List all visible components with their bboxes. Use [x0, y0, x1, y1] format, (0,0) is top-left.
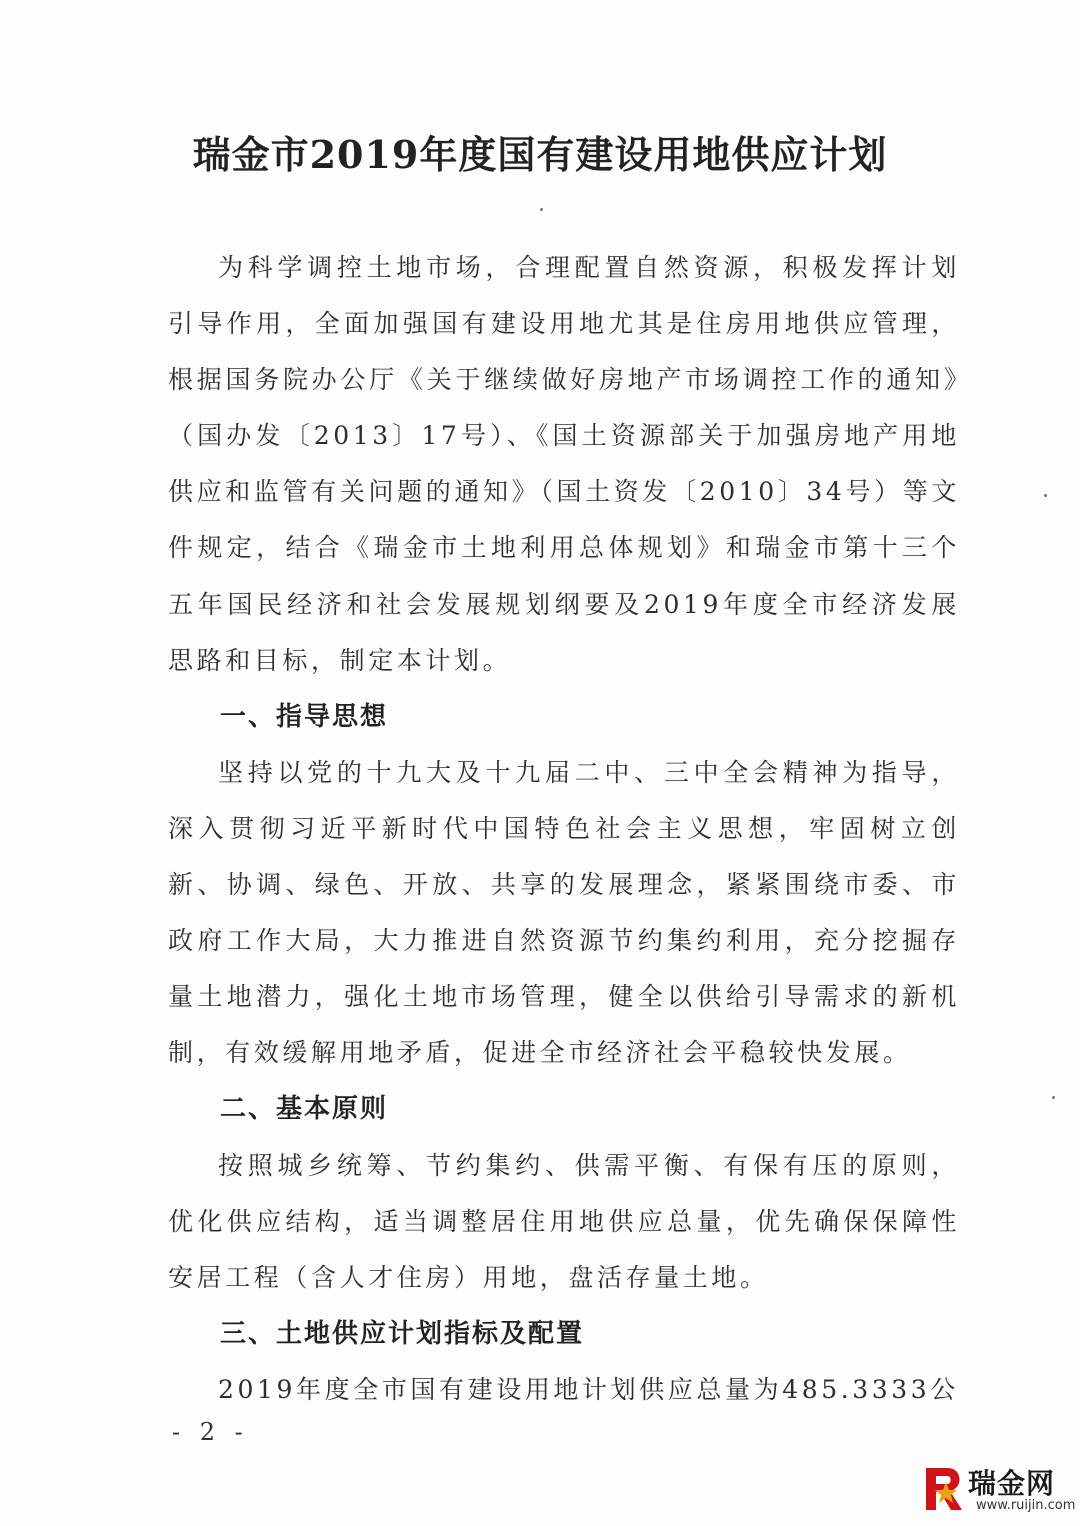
document-title: 瑞金市2019年度国有建设用地供应计划: [192, 132, 888, 177]
section-heading-supply-plan: 三、土地供应计划指标及配置: [220, 1318, 585, 1349]
intro-paragraph: 为科学调控土地市场，合理配置自然资源，积极发挥计划引导作用，全面加强国有建设用地尤其是住房用地供应管理，根据国务院办公厅《关于继续做好房地产市场调控工作的通知》（国办发〔2013〕17号）、《国土资源部关于加强房地产用地供应和监管有关问题的通知》（国土资发〔2010〕34号）等文件规定，结合《瑞金市土地利用总体规划》和瑞金市第十三个五年国民经济和社会发展规划纲要及2019年度全市经济发展思路和目标，制定本计划。: [168, 253, 960, 675]
ruijin-watermark-logo: [918, 1458, 1076, 1516]
scan-speck: [540, 208, 543, 211]
section-heading-guiding-ideology: 一、指导思想: [220, 701, 389, 732]
watermark-name: 瑞金网: [968, 1467, 1056, 1500]
scan-speck: [1044, 494, 1047, 497]
section-text-guiding-ideology: 坚持以党的十九大及十九届二中、三中全会精神为指导，深入贯彻习近平新时代中国特色社会主义思想，牢固树立创新、协调、绿色、开放、共享的发展理念，紧紧围绕市委、市政府工作大局，大力推进自然资源节约集约利用，充分挖掘存量土地潜力，强化土地市场管理，健全以供给引导需求的新机制，有效缓解用地矛盾，促进全市经济社会平稳较快发展。: [168, 757, 960, 1068]
ruijin-logo-icon: [918, 1462, 970, 1514]
document-body: [168, 240, 960, 1418]
section-text-basic-principles: 按照城乡统筹、节约集约、供需平衡、有保有压的原则，优化供应结构，适当调整居住用地供应总量，优先确保保障性安居工程（含人才住房）用地，盘活存量土地。: [168, 1150, 960, 1292]
page-number: - 2 -: [172, 1418, 249, 1446]
section-heading-basic-principles: 二、基本原则: [220, 1094, 389, 1125]
watermark-url: www.ruijin.com: [976, 1498, 1076, 1513]
section-text-supply-plan: 2019年度全市国有建设用地计划供应总量为485.3333公: [218, 1374, 959, 1404]
scan-speck: [1052, 1096, 1055, 1099]
